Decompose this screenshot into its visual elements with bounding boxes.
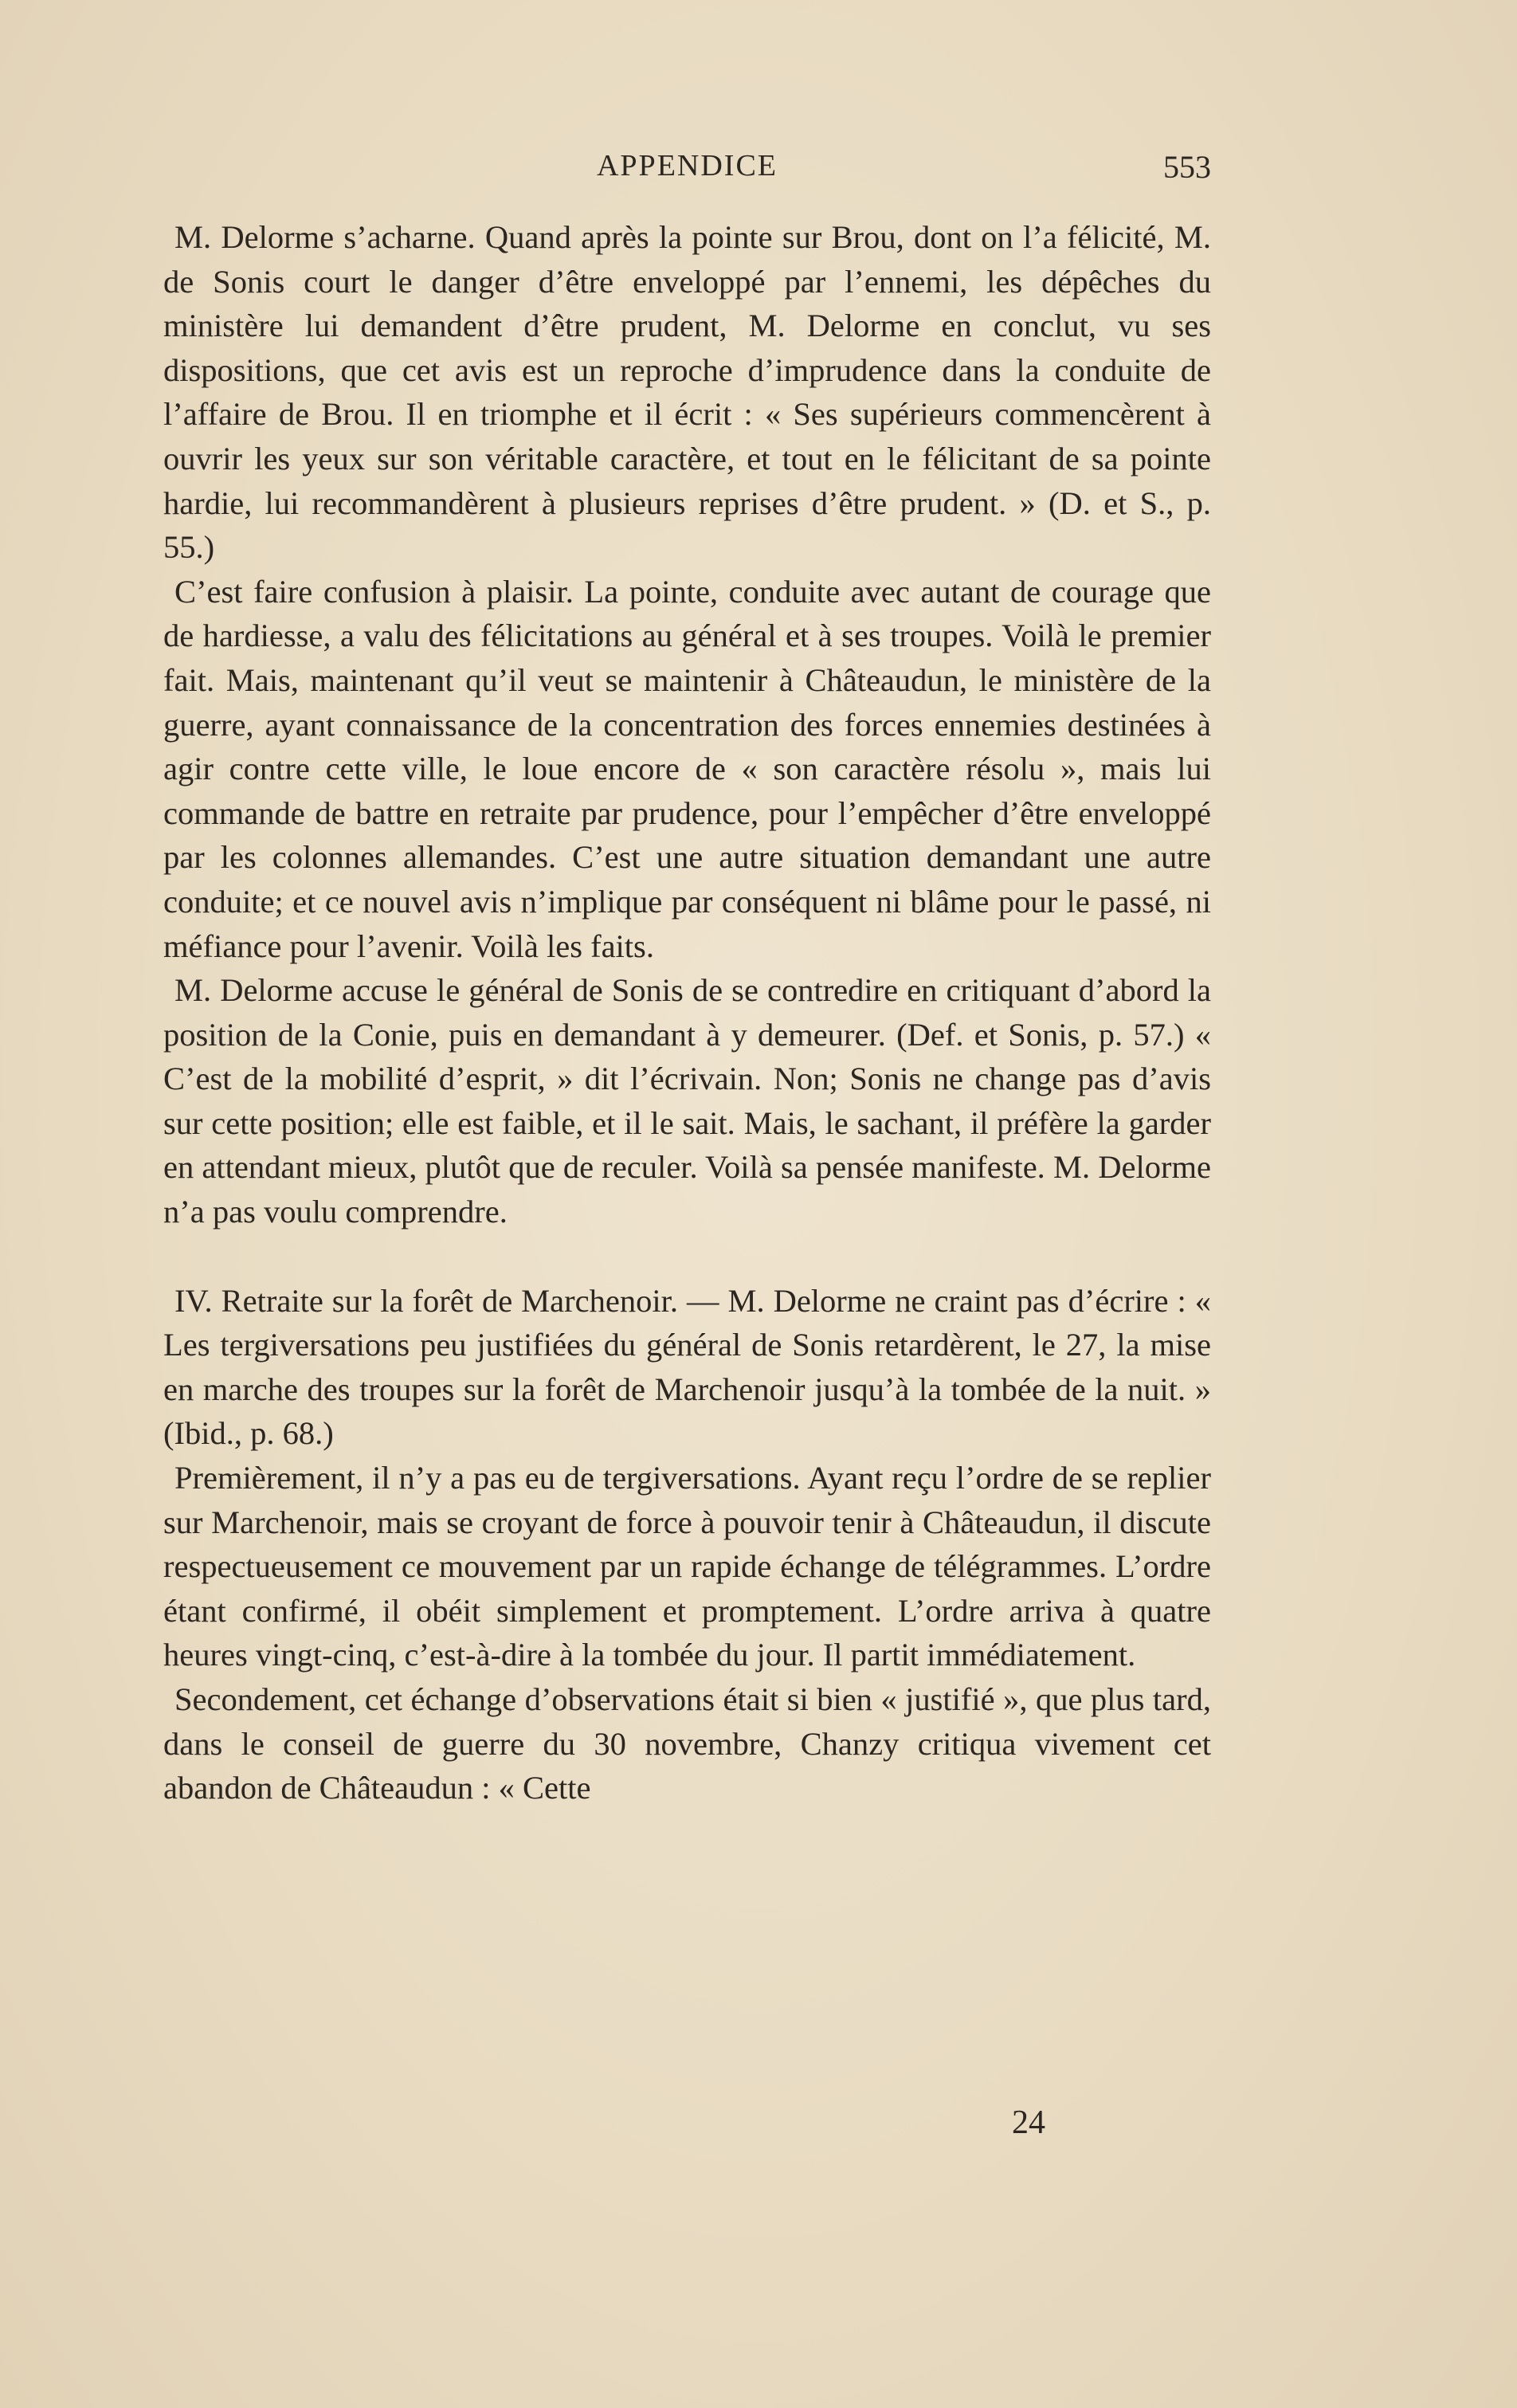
paragraph-6: Secondement, cet échange d’observations était si bien « justifié », que plus tard, dans le conseil de guerre du 30 novembre, Chanzy critiqua vivement cet abandon de Châteaudun : « Cette: [163, 1681, 1211, 1806]
running-title: APPENDICE: [596, 149, 778, 182]
paragraph-5: Premièrement, il n’y a pas eu de tergiversations. Ayant reçu l’ordre de se replier sur Marchenoir, mais se croyant de force à pouvoir tenir à Châteaudun, il discute respectueusement ce mouvement par un rapide échange de télégrammes. L’ordre étant confirmé, il obéit simplement et promptement. L’ordre arriva à quatre heures vingt-cinq, c’est-à-dire à la tombée du jour. Il partit immédiatement.: [163, 1460, 1211, 1673]
paragraph-4-section-iv: IV. Retraite sur la forêt de Marchenoir. — M. Delorme ne craint pas d’écrire : « Les tergiversations peu justifiées du général de Sonis retardèrent, le 27, la mise en marche des troupes sur la forêt de Marchenoir jusqu’à la tombée de la nuit. » (Ibid., p. 68.): [163, 1282, 1211, 1452]
page-number: 553: [1163, 149, 1211, 185]
paragraph-1: M. Delorme s’acharne. Quand après la pointe sur Brou, dont on l’a félicité, M. de Sonis court le danger d’être enveloppé par l’ennemi, les dépêches du ministère lui demandent d’être prudent, M. Delorme en conclut, vu ses dispositions, que cet avis est un reproche d’imprudence dans la conduite de l’affaire de Brou. Il en triomphe et il écrit : « Ses supérieurs commencèrent à ouvrir les yeux sur son véritable caractère, et tout en le félicitant de sa pointe hardie, lui recommandèrent à plusieurs reprises d’être prudent. » (D. et S., p. 55.): [163, 219, 1211, 566]
signature-mark: 24: [1012, 2104, 1045, 2141]
paragraph-2: C’est faire confusion à plaisir. La pointe, conduite avec autant de courage que de hardiesse, a valu des félicitations au général et à ses troupes. Voilà le premier fait. Mais, maintenant qu’il veut se maintenir à Châteaudun, le ministère de la guerre, ayant connaissance de la concentration des forces ennemies destinées à agir contre cette ville, le loue encore de « son caractère résolu », mais lui commande de battre en retraite par prudence, pour l’empêcher d’être enveloppé par les colonnes allemandes. C’est une autre situation demandant une autre conduite; et ce nouvel avis n’implique par conséquent ni blâme pour le passé, ni méfiance pour l’avenir. Voilà les faits.: [163, 573, 1211, 964]
running-head: [163, 148, 1211, 196]
paragraph-3: M. Delorme accuse le général de Sonis de se contredire en critiquant d’abord la position de la Conie, puis en demandant à y demeurer. (Def. et Sonis, p. 57.) « C’est de la mobilité d’esprit, » dit l’écrivain. Non; Sonis ne change pas d’avis sur cette position; elle est faible, et il le sait. Mais, le sachant, il préfère la garder en attendant mieux, plutôt que de reculer. Voilà sa pensée manifeste. M. Delorme n’a pas voulu comprendre.: [163, 972, 1211, 1230]
body-text: [163, 215, 1211, 1810]
